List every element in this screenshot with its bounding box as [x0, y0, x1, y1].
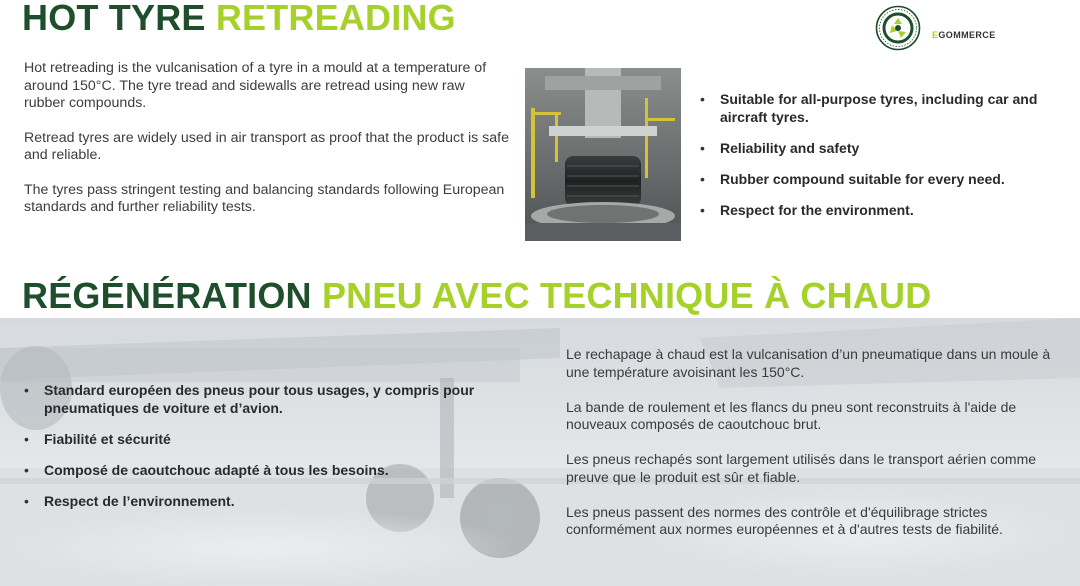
list-item [20, 382, 525, 417]
bullet-icon: • [700, 139, 705, 156]
english-feature-list [696, 91, 1066, 233]
list-item [696, 171, 1066, 189]
paragraph: Hot retreading is the vulcanisation of a tyre in a mould at a temperature of around 150°C. The tyre tread and sidewalls are retread using new raw rubber compounds. [24, 60, 487, 111]
list-item [20, 493, 525, 511]
bullet-icon: • [24, 492, 29, 509]
section-title-french [22, 275, 932, 316]
list-item-text: Rubber compound suitable for every need. [720, 170, 1005, 187]
paragraph: La bande de roulement et les flancs du pneu sont reconstruits à l'aide de nouveaux composés de caoutchouc brut. [566, 398, 1017, 432]
title-part-lime: PNEU AVEC TECHNIQUE À CHAUD [321, 275, 932, 316]
list-item-text: Composé de caoutchouc adapté à tous les besoins. [44, 461, 389, 478]
list-item [696, 91, 1066, 126]
title-part-dark: RÉGÉNÉRATION [22, 275, 312, 316]
bullet-icon: • [24, 430, 29, 447]
recycle-logo-icon [875, 5, 921, 51]
bullet-icon: • [24, 382, 29, 398]
brand-rest: GOMMERCE [938, 30, 996, 40]
list-item-text: Respect for the environment. [720, 201, 914, 218]
list-item [696, 202, 1066, 220]
retreading-machine-photo [525, 68, 681, 241]
bullet-icon: • [700, 201, 705, 218]
brand-name [932, 30, 996, 40]
page-title [22, 0, 456, 36]
paragraph: Retread tyres are widely used in air transport as proof that the product is safe and reliable. [24, 129, 509, 163]
bullet-icon: • [700, 91, 705, 107]
english-description [24, 60, 509, 234]
list-item-text: Standard européen des pneus pour tous usages, y compris pour pneumatiques de voiture et d’avion. [44, 382, 475, 416]
list-item-text: Respect de l’environnement. [44, 492, 235, 509]
brand-initial: E [932, 30, 939, 40]
paragraph: Le rechapage à chaud est la vulcanisation d’un pneumatique dans un moule à une température avoisinant les 150°C. [566, 346, 1051, 380]
title-part-dark: HOT TYRE [22, 0, 206, 38]
list-item [20, 431, 525, 449]
bullet-icon: • [700, 170, 705, 187]
french-description [566, 346, 1066, 556]
french-feature-list [20, 382, 525, 524]
title-part-lime: RETREADING [215, 0, 456, 38]
paragraph: Les pneus passent des normes des contrôle et d'équilibrage strictes conformément aux normes européennes et à d'autres tests de fiabilité. [566, 503, 1003, 537]
list-item [20, 462, 525, 480]
list-item-text: Suitable for all-purpose tyres, including car and aircraft tyres. [720, 91, 1038, 125]
bullet-icon: • [24, 461, 29, 478]
list-item-text: Reliability and safety [720, 139, 860, 156]
paragraph: Les pneus rechapés sont largement utilisés dans le transport aérien comme preuve que le produit est sûr et fiable. [566, 451, 1037, 485]
list-item [696, 140, 1066, 158]
list-item-text: Fiabilité et sécurité [44, 430, 171, 447]
paragraph: The tyres pass stringent testing and balancing standards following European standards and further reliability tests. [24, 181, 505, 215]
